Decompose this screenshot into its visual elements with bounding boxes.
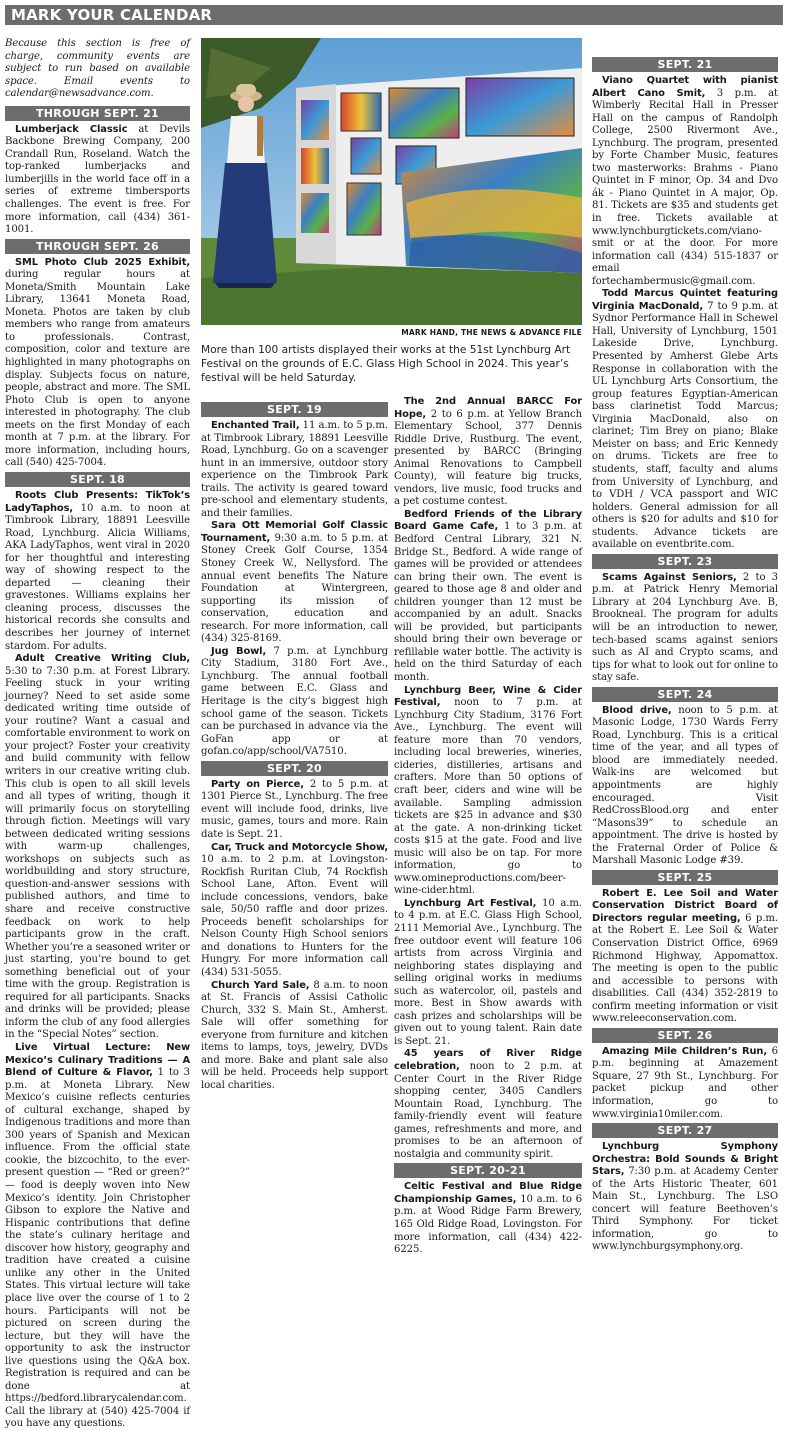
event-roots-club: Roots Club Presents: TikTok’s LadyTaphos, 10 a.m. to noon at Timbrook Library, 18891 Leesville Road, Lynchburg. Alicia Williams, AKA LadyTaphos, went viral in 2020 for her thoughtful and interesting way of showing respect to the departed — cleaning their gravestones. Williams explains her cleaning process, discusses the historical records she consults and describes her journey of internet stardom. For adults. — [5, 489, 190, 652]
event-party-pierce: Party on Pierce, 2 to 5 p.m. at 1301 Pierce St., Lynchburg. The free event will include food, drinks, live music, games, tours and more. Rain date is Sept. 21. — [201, 778, 389, 840]
event-sml-photo: SML Photo Club 2025 Exhibit, during regular hours at Moneta/Smith Mountain Lake Library, 13641 Moneta Road, Moneta. Photos are taken by club members who range from amateurs to professionals. Contrast, composition, color and texture are highlighted in many photographs on display. Subjects focus on nature, people, abstract and more. The SML Photo Club is open to anyone interested in photography. The club meets on the first Monday of each month at 7 p.m. at the library. For more information, including hours, call (540) 425-7004. — [5, 256, 190, 469]
art-festival-photo — [201, 38, 582, 325]
column-2 — [201, 396, 388, 1158]
event-scams: Scams Against Seniors, 2 to 3 p.m. at Patrick Henry Memorial Library at 204 Lynchburg Ave. B, Brookneal. The program for adults will be an introduction to newer, tech-based scams against seniors such as AI and Crypto scams, and tips for what to look out for online to stay safe. — [592, 571, 779, 684]
date-header: SEPT. 19 — [201, 402, 388, 417]
event-beer-wine: Lynchburg Beer, Wine & Cider Festival, noon to 7 p.m. at Lynchburg City Stadium, 3176 Fort Ave., Lynchburg. The event will feature more than 70 vendors, including local breweries, wineries, cideries, distilleries, artisans and crafters. More than 50 options of craft beer, ciders and wine will be available. Sampling admission tickets are $25 in advance and $30 at the gate. A non-drinking ticket costs $15 at the gate. Food and live music will also be on tap. For more information, go to www.omineproductions.com/beer-wine-cider.html. — [394, 684, 582, 897]
event-blood-drive: Blood drive, noon to 5 p.m. at Masonic Lodge, 1730 Wards Ferry Road, Lynchburg. This is a critical time of the year, and all types of blood are immediately needed. Walk-ins are welcomed but appointments are highly encouraged. Visit RedCrossBlood.org and enter “Masons39” to schedule an appointment. The drive is hosted by the Fraternal Order of Police & Marshall Masonic Lodge #39. — [592, 704, 779, 867]
date-header: SEPT. 26 — [592, 1028, 778, 1043]
event-live-virtual: Live Virtual Lecture: New Mexico’s Culinary Traditions — A Blend of Culture & Flavor, 1 to 3 p.m. at Moneta Library. New Mexico’s cuisine reflects centuries of cultural exchange, shaped by Indigenous traditions and more than 300 years of Spanish and Mexican influence. From the official state cookie, the bizcochito, to the ever-present question — “Red or green?” — food is deeply woven into New Mexico’s identity. Join Christopher Gibson to explore the Native and Hispanic contributions that define the state’s culinary heritage and discover how history, geography and tradition have created a cuisine unlike any other in the United States. This virtual lecture will take place live over the course of 1 to 2 hours. Participants will not be pictured on screen during the lecture, but they will have the opportunity to ask the instructor live questions using the Q&A box. Registration is required and can be done at https://bedford.librarycalendar.com. Call the library at (540) 425-7004 if you have any questions. — [5, 1042, 191, 1430]
date-header: SEPT. 20-21 — [394, 1163, 582, 1178]
date-header: SEPT. 21 — [592, 57, 778, 72]
event-symphony: Lynchburg Symphony Orchestra: Bold Sounds & Bright Stars, 7:30 p.m. at Academy Center of the Arts Historic Theater, 601 Main St., Lynchburg. The LSO concert will feature Beethoven’s Third Symphony. For ticket information, go to www.lynchburgsymphony.org. — [592, 1141, 778, 1253]
event-lumberjack: Lumberjack Classic at Devils Backbone Brewing Company, 200 Crandall Run, Roseland. Watch the top-ranked lumberjacks and lumberjills in the world face off in a series of extreme timbersports challenges. The event is free. For more information, call (434) 361-1001. — [5, 123, 190, 236]
photo-credit: MARK HAND, THE NEWS & ADVANCE FILE — [401, 328, 582, 337]
intro-note: Because this section is free of charge, community events are subject to run based on available space. Email events to calendar@newsadvance.com. — [5, 38, 190, 100]
column-3 — [394, 396, 583, 1256]
event-church-yard: Church Yard Sale, 8 a.m. to noon at St. Francis of Assisi Catholic Church, 332 S. Main St., Amherst. Sale will offer something for everyone from furniture and kitchen items to lamps, toys, jewelry, DVDs and more. Bake and plant sale also will be held. Proceeds help support local charities. — [201, 979, 388, 1091]
date-header: THROUGH SEPT. 21 — [5, 106, 190, 121]
column-1 — [5, 38, 191, 1430]
event-barcc: The 2nd Annual BARCC For Hope, 2 to 6 p.m. at Yellow Branch Elementary School, 377 Dennis Riddle Drive, Rustburg. The event, presented by BARCC (Bringing Animal Renovations to Campbell County), will feature big trucks, vendors, live music, food trucks and a pet costume contest. — [394, 396, 582, 508]
section-banner: MARK YOUR CALENDAR — [5, 5, 783, 25]
event-jug-bowl: Jug Bowl, 7 p.m. at Lynchburg City Stadium, 3180 Fort Ave., Lynchburg. The annual football game between E.C. Glass and Heritage is the city’s biggest high school game of the season. Tickets can be purchased in advance via the GoFan app or at gofan.co/app/school/VA7510. — [201, 645, 388, 758]
event-art-festival: Lynchburg Art Festival, 10 a.m. to 4 p.m. at E.C. Glass High School, 2111 Memorial Ave., Lynchburg. The free outdoor event will feature 106 artists from across Virginia and neighboring states displaying and selling original works in mediums such as watercolor, oil, pastels and more. Best in Show awards with cash prizes and scholarships will be given out to young talent. Rain date is Sept. 21. — [394, 897, 582, 1047]
event-river-ridge: 45 years of River Ridge celebration, noon to 2 p.m. at Center Court in the River Ridge shopping center, 3405 Candlers Mountain Road, Lynchburg. The family-friendly event will feature games, refreshments and more, and promises to be an afternoon of nostalgia and community spirit. — [394, 1048, 582, 1160]
event-celtic: Celtic Festival and Blue Ridge Championship Games, 10 a.m. to 6 p.m. at Wood Ridge Farm Brewery, 165 Old Ridge Road, Lovingston. For more information, call (434) 422-6225. — [394, 1181, 582, 1256]
event-sara-ott: Sara Ott Memorial Golf Classic Tournament, 9:30 a.m. to 5 p.m. at Stoney Creek Golf Course, 1354 Stoney Creek W., Nellysford. The annual event benefits The Nature Foundation at Wintergreen, supporting its mission of conservation, education and research. For more information, call (434) 325-8169. — [201, 520, 388, 645]
date-header: SEPT. 20 — [201, 761, 388, 776]
event-viano: Viano Quartet with pianist Albert Cano Smit, 3 p.m. at Wimberly Recital Hall in Presser Hall on the campus of Randolph College, 2500 Rivermont Ave., Lynchburg. The program, presented by Forte Chamber Music, features two masterworks: Brahms - Piano Quintet in F minor, Op. 34 and Dvo ák - Piano Quintet in A major, Op. 81. Tickets are $35 and students get in free. Tickets available at www.lynchburgtickets.com/viano-smit or at the door. For more information call (434) 515-1837 or email fortechambermusic@gmail.com. — [592, 75, 778, 287]
event-robert-lee: Robert E. Lee Soil and Water Conservation District Board of Directors regular meeting, 6 p.m. at the Robert E. Lee Soil & Water Conservation District Office, 6969 Richmond Highway, Appomattox. The meeting is open to the public and accessible to persons with disabilities. Call (434) 352-2819 to confirm meeting information or visit www.releeconservation.com. — [592, 887, 778, 1025]
event-enchanted-trail: Enchanted Trail, 11 a.m. to 5 p.m. at Timbrook Library, 18891 Leesville Road, Lynchburg. Go on a scavenger hunt in an immersive, outdoor story experience on the Timbrook Park trails. The activity is geared toward pre-school and elementary students, and their families. — [201, 420, 388, 519]
art-festival-photo-image — [201, 38, 582, 325]
date-header: SEPT. 18 — [5, 472, 190, 487]
event-todd-marcus: Todd Marcus Quintet featuring Virginia MacDonald, 7 to 9 p.m. at Sydnor Performance Hall in Schewel Hall, University of Lynchburg, 1501 Lakeside Drive, Lynchburg. Presented by Amherst Glebe Arts Response in collaboration with the UL Lynchburg Arts Consortium, the group features Egyptian-American bass clarinetist Todd Marcus; Virginia MacDonald, also on clarinet; Tim Brey on piano; Blake Meister on bass; and Eric Kennedy on drums. Tickets are free to students, staff, faculty and alums from University of Lynchburg, and to VDH / VCA passport and WIC holders. General admission for all others is $20 for adults and $10 for students. Advance tickets are available on eventbrite.com. — [592, 288, 778, 551]
date-header: SEPT. 27 — [592, 1123, 778, 1138]
event-adult-writing: Adult Creative Writing Club, 5:30 to 7:30 p.m. at Forest Library. Feeling stuck in your writing journey? Need to set aside some dedicated writing time outside of your routine? Want a casual and comfortable environment to work on your project? Foster your creativity and build community with fellow writers in our creative writing club. This club is open to all skill levels and all types of writing, though it will primarily focus on storytelling through fiction. Meetings will vary between dedicated writing sessions with warm-up challenges, workshops on subjects such as worldbuilding and story structure, question-and-answer sessions with published authors, and time to share and receive constructive feedback on work to help participants grow in the craft. Whether you’re a seasoned writer or just starting, you’re bound to get something beneficial out of your time with the group. Registration is required for all participants. Snacks and drinks will be provided; please inform the club of any food allergies in the “Special Notes” section. — [5, 653, 190, 1041]
event-amazing-mile: Amazing Mile Children’s Run, 6 p.m. beginning at Amazement Square, 27 9th St., Lynchburg. For packet pickup and other information, go to www.virginia10miler.com. — [592, 1045, 778, 1120]
date-header: SEPT. 23 — [592, 554, 778, 569]
photo-caption: More than 100 artists displayed their works at the 51st Lynchburg Art Festival on the grounds of E.C. Glass High School in 2024. This year’s festival will be held Saturday. — [201, 344, 571, 384]
date-header: SEPT. 25 — [592, 870, 778, 885]
event-car-truck: Car, Truck and Motorcycle Show, 10 a.m. to 2 p.m. at Lovingston-Rockfish Ruritan Club, 74 Rockfish School Lane, Afton. Event will include concessions, vendors, bake sale, 50/50 raffle and door prizes. Proceeds benefit scholarships for Nelson County High School seniors and donations to Hunters for the Hungry. For more information call (434) 531-5055. — [201, 841, 388, 978]
date-header: THROUGH SEPT. 26 — [5, 239, 190, 254]
date-header: SEPT. 24 — [592, 687, 778, 702]
event-bedford-friends: Bedford Friends of the Library Board Game Cafe, 1 to 3 p.m. at Bedford Central Library, 321 N. Bridge St., Bedford. A wide range of games will be provided or attendees can bring their own. The event is geared to those age 8 and older and children younger than 12 must be accompanied by an adult. Snacks will be provided, but participants should bring their own beverage or refillable water bottle. The activity is held on the third Saturday of each month. — [394, 508, 583, 684]
column-4 — [592, 55, 779, 1253]
